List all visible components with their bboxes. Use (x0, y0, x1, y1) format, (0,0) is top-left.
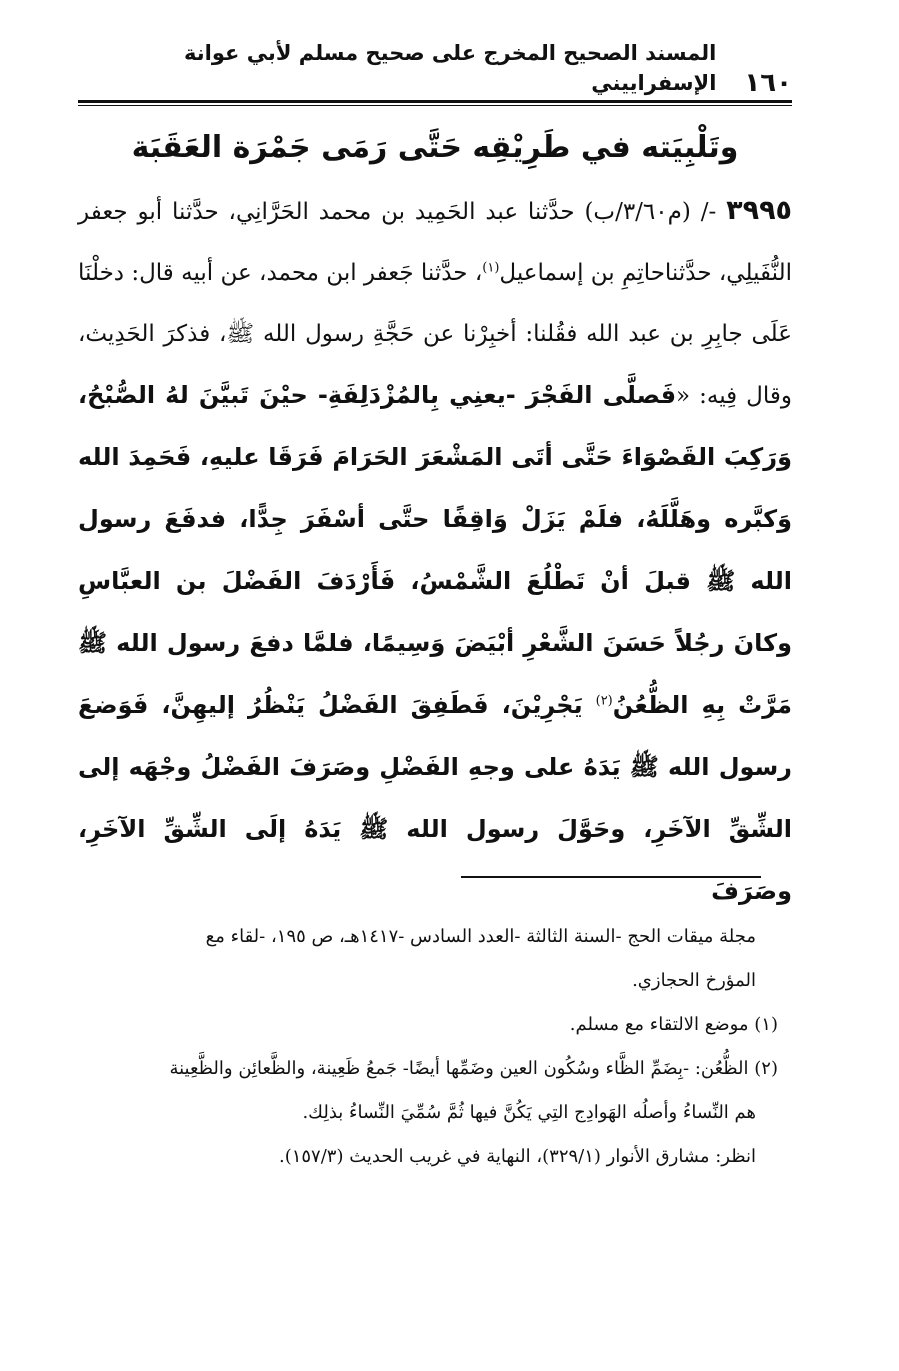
footnote-marker-2: (٢) (595, 693, 613, 709)
running-header (78, 41, 792, 98)
footnote-2-line: هم النِّساءُ وأصلُه الهَوادِج التِي يَكُنَّ فيها ثُمَّ سُمِّيَ النِّساءُ بذلِك. (302, 1102, 756, 1123)
page-number: ١٦٠ (744, 68, 792, 98)
hadith-number: ٣٩٩٥ (726, 195, 793, 226)
footnote-2-reference: انظر: مشارق الأنوار (٣٢٩/١)، النهاية في غريب الحديث (١٥٧/٣). (278, 1146, 756, 1167)
hadith-reference: -/ (م٣/٦٠/ب) (584, 199, 717, 225)
hadith-text (78, 180, 792, 923)
footnote-marker-1: (١) (482, 260, 500, 276)
footnote-continuation-line: المؤرخ الحجازي. (632, 970, 756, 991)
footnotes (78, 915, 778, 1179)
footnote-1: (١) موضع الالتقاء مع مسلم. (569, 1014, 778, 1035)
isnad-part-2: ، حدَّثنا جَعفر ابن محمد، عن أبيه قال: دخلْنَا عَلَى جابِرِ بن عبد الله فقُلنا: أخبِرْنا عن حَجَّةِ رسول الله ﷺ، فذكرَ الحَدِيث، وقال فِيه: « (78, 260, 792, 409)
section-heading: وتَلْبِيَته في طَرِيْقِه حَتَّى رَمَى جَمْرَة العَقَبَة (131, 130, 739, 165)
footnote-2-line: (٢) الظُّعُن: -بِضَمِّ الظَّاء وسُكُون العين وضَمِّها أيضًا- جَمعُ ظَعِينة، والظَّعائِن والظَّعِينة (169, 1058, 778, 1079)
matn-part-2: يَجْرِيْنَ، فَطَفِقَ الفَضْلُ يَنْظُرُ إليهِنَّ، فَوَضعَ رسول الله ﷺ يَدَهُ على وجهِ الفَضْلِ وصَرَفَ الفَضْلُ وجْهَه إلى الشِّقِّ الآخَرِ، وحَوَّلَ رسول الله ﷺ يَدَهُ إلَى الشِّقِّ الآخَرِ، وصَرَفَ (78, 691, 792, 905)
matn-part-1: فَصلَّى الفَجْرَ -يعنِي بِالمُزْدَلِفَةِ- حيْنَ تَبيَّنَ لهُ الصُّبْحُ، وَرَكِبَ القَصْوَاءَ حَتَّى أتَى المَشْعَرَ الحَرَامَ فَرَقَا عليهِ، فَحَمِدَ الله وَكبَّره وهَلَّلَهُ، فلَمْ يَزَلْ وَاقِفًا حتَّى أسْفَرَ جِدًّا، فدفَعَ رسول الله ﷺ قبلَ أنْ تَطْلُعَ الشَّمْسُ، فَأَرْدَفَ الفَضْلَ بن العبَّاسِ وكانَ رجُلاً حَسَنَ الشَّعْرِ أبْيَضَ وَسِيمًا، فلمَّا دفعَ رسول الله ﷺ مَرَّتْ بِهِ الظُّعُنُ (78, 381, 792, 719)
isnad-part-1: حدَّثنا عبد الحَمِيد بن محمد الحَرَّانِي، حدَّثنا أبو جعفر النُّفَيلِي، حدَّثناحاتِمِ بن إسماعيل (78, 199, 793, 286)
header-rule (78, 100, 792, 106)
footnote-continuation-line: مجلة ميقات الحج -السنة الثالثة -العدد السادس -١٤١٧هـ، ص ١٩٥، -لقاء مع (205, 926, 756, 947)
footnote-separator (461, 876, 761, 878)
book-title: المسند الصحيح المخرج على صحيح مسلم لأبي عوانة الإسفراييني (184, 41, 717, 95)
